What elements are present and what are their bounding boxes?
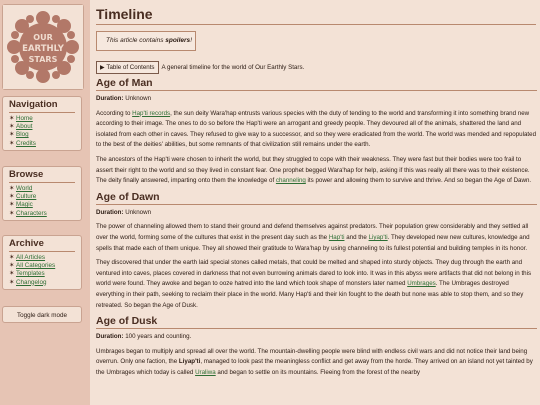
- browse-item-world: ✶ World: [9, 185, 33, 192]
- browse-link-culture[interactable]: Culture: [16, 193, 37, 201]
- navigation-panel: [2, 96, 82, 151]
- text-run: They discovered that under the earth laid special stones called metals, that could be melted and shaped into sturdy objects. They dug through the earth and ventured into caves, places covered in darkness that not even burrowing animals dared to look into. It was in this abyss were artifacts that did not belong in this world were found. They awoke and began to ooze hatred into the land which took shape of monsters later named: [96, 259, 532, 288]
- browse-item-magic: ✶ Magic: [9, 201, 33, 209]
- browse-link-characters[interactable]: Characters: [16, 209, 47, 217]
- duration-value: Unknown: [123, 95, 152, 102]
- text-run: and the: [344, 233, 369, 241]
- duration-label: Duration:: [96, 333, 124, 341]
- archive-link-all-articles[interactable]: All Articles: [16, 254, 46, 261]
- duration-age-of-dusk: [96, 332, 537, 343]
- duration-age-of-man: [96, 94, 537, 105]
- nav-link-blog[interactable]: Blog: [16, 131, 29, 139]
- sidebar: [0, 0, 86, 405]
- archive-link-all-categories[interactable]: All Categories: [16, 262, 56, 270]
- text-run: . They developed new new cultures, knowledge and spells that made each of them unique. They all showed their gratitude to Wara'hap by using channeling to its fullest potential and building temples in its honor.: [96, 233, 530, 252]
- archive-link-changelog[interactable]: Changelog: [16, 278, 47, 286]
- toc-row: [96, 59, 536, 72]
- link-hapti-records[interactable]: Hap'ti records: [132, 109, 171, 117]
- dark-mode-toggle[interactable]: Toggle dark mode: [2, 306, 82, 323]
- duration-value: 100 years and counting.: [123, 333, 192, 341]
- svg-text:OUR: OUR: [33, 33, 53, 42]
- nav-link-home[interactable]: Home: [16, 115, 33, 122]
- nav-link-about[interactable]: About: [16, 123, 33, 131]
- paragraph: [96, 222, 537, 254]
- link-umbrages[interactable]: Umbrages: [407, 280, 436, 288]
- svg-text:STARS: STARS: [28, 55, 58, 64]
- text-run: its power and allowing them to survive and thrive. And so began the Age of Dawn.: [305, 177, 532, 185]
- main-content: [90, 0, 540, 405]
- text-run: The power of channeling allowed them to stand their ground and defend themselves against predators. Their population grew considerably and they settled all over the world, forming some of the cultures that exist in the present day such as the: [96, 223, 529, 241]
- archive-link-templates[interactable]: Templates: [16, 270, 45, 278]
- link-uraliwa[interactable]: Uraliwa: [195, 368, 216, 376]
- spoiler-suffix: !: [190, 37, 192, 44]
- browse-item-culture: ✶ Culture: [9, 193, 37, 201]
- paragraph: [96, 258, 537, 311]
- archive-panel: [2, 235, 82, 290]
- browse-heading: Browse: [9, 169, 75, 183]
- heading-age-of-dusk: Age of Dusk: [96, 315, 537, 329]
- duration-age-of-dawn: [96, 208, 537, 219]
- archive-item-all-categories: ✶ All Categories: [9, 262, 56, 270]
- heading-age-of-man: Age of Man: [96, 77, 537, 91]
- browse-link-magic[interactable]: Magic: [16, 201, 33, 209]
- site-logo[interactable]: [2, 4, 84, 90]
- nav-item-blog: ✶ Blog: [9, 131, 29, 139]
- bold-liyapti: Liyap'ti: [178, 358, 201, 366]
- star-logo-icon: [3, 5, 83, 89]
- paragraph: [96, 347, 537, 379]
- text-run: , the sun deity Wara'hap entrusts various species with the duty of tending to the world and transforming it into something brand new according to their image. The ones to do so before the Hap'ti were an arrogant and greedy people. They devoured all of the animals, shattered the land and isolated from each other in caves. They refused to give way to a successor, and so they were eradicated from the world. The world was mended and repopulated to the best of the deities' abilities, but some remnants of that civilization still remains under the earth.: [96, 109, 537, 149]
- nav-item-home: ✶ Home: [9, 115, 33, 122]
- article-body: [96, 74, 537, 382]
- spoiler-notice: [96, 31, 196, 51]
- archive-heading: Archive: [9, 238, 75, 252]
- nav-link-credits[interactable]: Credits: [16, 139, 36, 147]
- text-run: According to: [96, 109, 133, 117]
- link-hapti[interactable]: Hap'ti: [328, 233, 345, 241]
- nav-item-about: ✶ About: [9, 123, 33, 131]
- link-liyapti[interactable]: Liyap'ti: [368, 233, 388, 241]
- page-title: Timeline: [96, 6, 536, 25]
- heading-age-of-dawn: Age of Dawn: [96, 191, 537, 205]
- archive-item-changelog: ✶ Changelog: [9, 278, 47, 286]
- navigation-heading: Navigation: [9, 99, 75, 113]
- spoiler-text: This article contains: [106, 37, 166, 44]
- text-run: Umbrages began to multiply and spread all over the world. The mountain-dwelling people were blind with endless civil wars and did not notice their land being overrun. Only one faction, the: [96, 347, 528, 366]
- duration-label: Duration:: [96, 95, 124, 102]
- nav-item-credits: ✶ Credits: [9, 139, 36, 147]
- text-run: . The Umbrages destroyed everything in their path, seeking to reclaim their place in the world. Many Hap'ti and their kin fought to the death but none was able to stop them, and so they retreated. So began the Age of Dusk.: [96, 280, 524, 309]
- browse-panel: [2, 166, 82, 221]
- paragraph: [96, 109, 537, 151]
- table-of-contents-button[interactable]: ▶ Table of Contents: [96, 61, 159, 74]
- text-run: The ancestors of the Hap'ti were chosen to inherit the world, but they struggled to cope with their weakness. They were fast but their bodies were too frail to assert their right to the world and so they lived in constant fear. One prophet begged Wara'hap for help, asking if this was really all there was to their existence. The deity finally answered, imparting onto them the knowledge of: [96, 155, 530, 185]
- browse-link-world[interactable]: World: [16, 185, 33, 192]
- duration-value: Unknown: [123, 208, 152, 216]
- paragraph: [96, 155, 537, 187]
- archive-item-templates: ✶ Templates: [9, 270, 45, 278]
- svg-text:EARTHLY: EARTHLY: [22, 44, 64, 54]
- browse-item-characters: ✶ Characters: [9, 209, 47, 217]
- archive-item-all-articles: ✶ All Articles: [9, 254, 46, 261]
- text-run: , managed to look past the meaningless conflict and get away from the horde. They arrived on an island not yet tainted by the Umbrages which today is called: [96, 358, 533, 376]
- spoiler-bold: spoilers: [165, 37, 191, 44]
- page-intro: A general timeline for the world of Our Earthly Stars.: [161, 64, 305, 72]
- link-channeling[interactable]: channeling: [275, 177, 306, 185]
- text-run: and began to settle on its mountains. Fleeing from the forest of the nearby: [215, 368, 421, 376]
- duration-label: Duration:: [96, 208, 124, 216]
